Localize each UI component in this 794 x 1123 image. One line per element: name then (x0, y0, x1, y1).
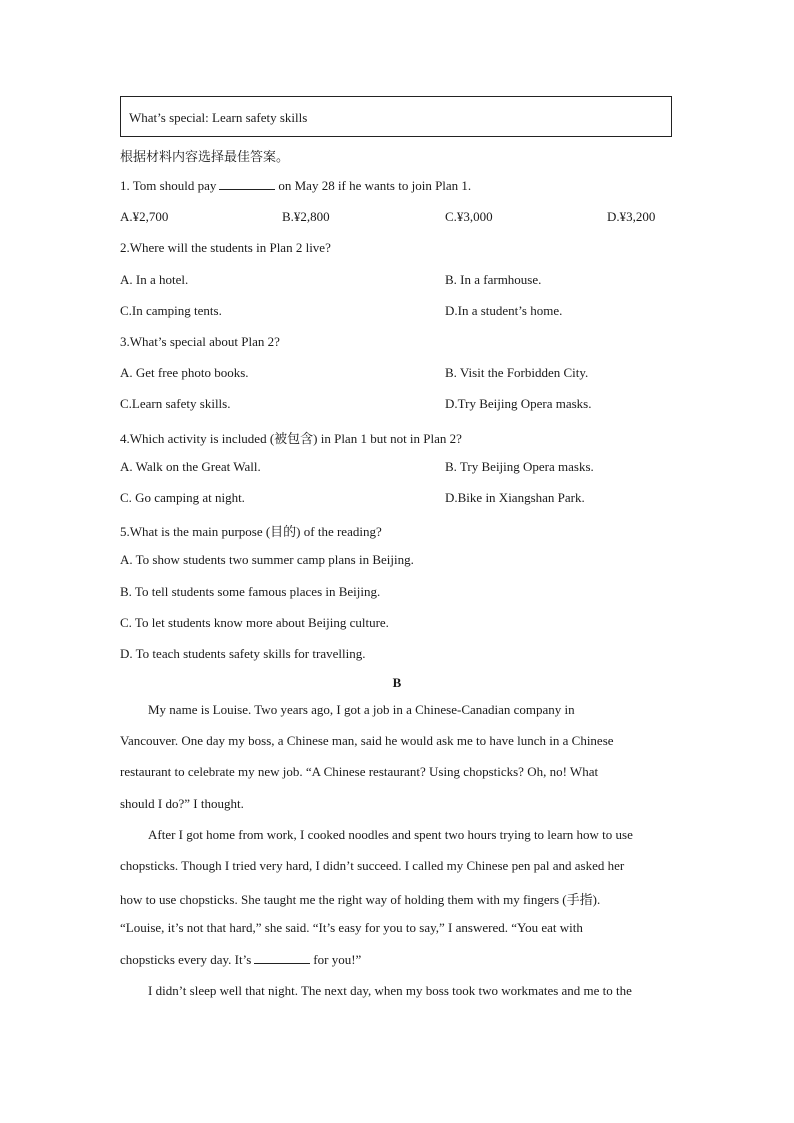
q3-option-b: B. Visit the Forbidden City. (445, 365, 589, 380)
q4-option-c: C. Go camping at night. (120, 490, 245, 505)
passage-blank-post: for you!” (313, 952, 362, 967)
q3-option-d: D.Try Beijing Opera masks. (445, 396, 592, 411)
q2-option-d: D.In a student’s home. (445, 303, 563, 318)
question-1-stem-post: on May 28 if he wants to join Plan 1. (278, 178, 472, 193)
q4-option-b: B. Try Beijing Opera masks. (445, 459, 594, 474)
q1-option-d: D.¥3,200 (607, 209, 656, 224)
q2-option-a: A. In a hotel. (120, 272, 189, 287)
passage-line-8: “Louise, it’s not that hard,” she said. “It’s easy for you to say,” I answered. “You eat with (120, 920, 583, 935)
q2-option-c: C.In camping tents. (120, 303, 222, 318)
instruction: 根据材料内容选择最佳答案。 (120, 149, 290, 164)
passage-line-1: My name is Louise. Two years ago, I got a job in a Chinese-Canadian company in (148, 702, 575, 717)
q1-option-b: B.¥2,800 (282, 209, 330, 224)
q5-option-c: C. To let students know more about Beijing culture. (120, 615, 389, 630)
passage-blank-pre: chopsticks every day. It’s (120, 952, 252, 967)
q5-option-a: A. To show students two summer camp plans in Beijing. (120, 552, 414, 567)
answer-blank (219, 179, 275, 190)
q2-option-b: B. In a farmhouse. (445, 272, 542, 287)
passage-line-6: chopsticks. Though I tried very hard, I didn’t succeed. I called my Chinese pen pal and asked her (120, 858, 625, 873)
q4-option-d: D.Bike in Xiangshan Park. (445, 490, 585, 505)
passage-line-4: should I do?” I thought. (120, 796, 244, 811)
plan-info-box (120, 96, 672, 137)
passage-line-7: how to use chopsticks. She taught me the right way of holding them with my fingers (手指). (120, 892, 601, 907)
passage-line-3: restaurant to celebrate my new job. “A Chinese restaurant? Using chopsticks? Oh, no! What (120, 764, 599, 779)
passage-line-10: I didn’t sleep well that night. The next day, when my boss took two workmates and me to the (148, 983, 632, 998)
q1-option-c: C.¥3,000 (445, 209, 493, 224)
question-4: 4.Which activity is included (被包含) in Plan 1 but not in Plan 2? (120, 431, 462, 446)
question-3: 3.What’s special about Plan 2? (120, 334, 280, 349)
q3-option-c: C.Learn safety skills. (120, 396, 231, 411)
question-5: 5.What is the main purpose (目的) of the reading? (120, 524, 382, 539)
q4-option-a: A. Walk on the Great Wall. (120, 459, 261, 474)
passage-line-9 (120, 952, 672, 968)
passage-line-2: Vancouver. One day my boss, a Chinese man, said he would ask me to have lunch in a Chinese (120, 733, 614, 748)
q5-option-b: B. To tell students some famous places in Beijing. (120, 584, 381, 599)
q3-option-a: A. Get free photo books. (120, 365, 249, 380)
q1-option-a: A.¥2,700 (120, 209, 169, 224)
question-1 (120, 178, 471, 194)
question-2: 2.Where will the students in Plan 2 live? (120, 240, 331, 255)
q5-option-d: D. To teach students safety skills for travelling. (120, 646, 366, 661)
question-1-stem-pre: 1. Tom should pay (120, 178, 217, 193)
passage-blank (254, 953, 310, 964)
box-text: What’s special: Learn safety skills (129, 110, 308, 125)
section-heading: B (392, 675, 402, 690)
passage-line-5: After I got home from work, I cooked noodles and spent two hours trying to learn how to use (148, 827, 633, 842)
